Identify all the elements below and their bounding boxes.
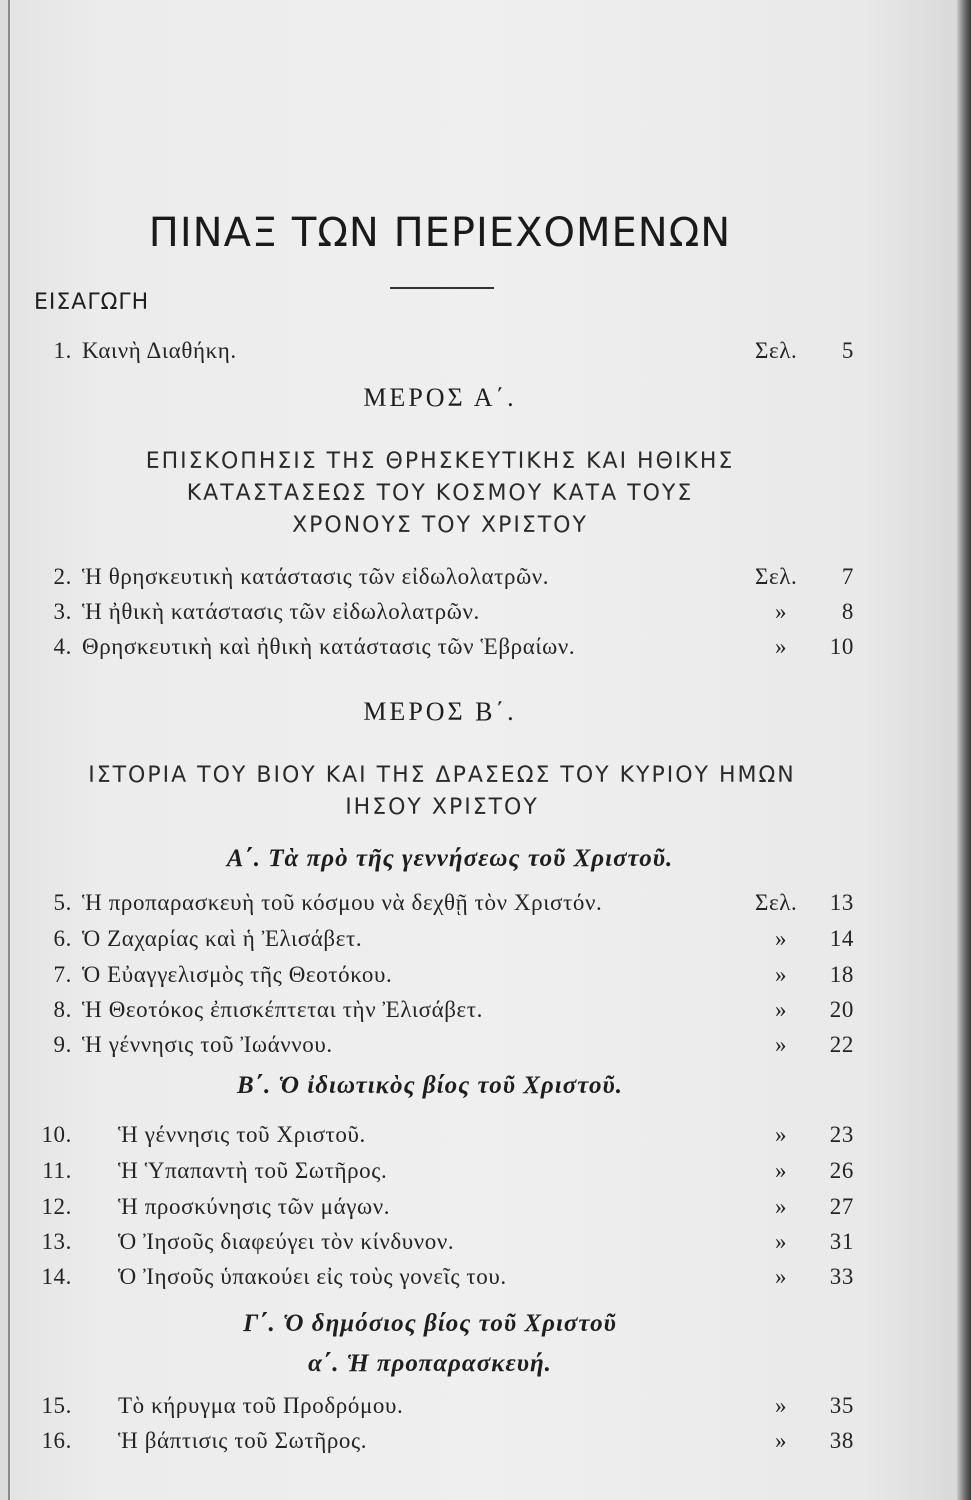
part-a-heading-line-1: ΕΠΙΣΚΟΠΗΣΙΣ ΤΗΣ ΘΡΗΣΚΕΥΤΙΚΗΣ ΚΑΙ ΗΘΙΚΗΣ <box>145 449 735 474</box>
entry-page: 22 <box>829 1032 854 1057</box>
entry-title: Θρησκευτικὴ καὶ ἠθικὴ κατάστασις τῶν Ἑβραίων. <box>82 634 576 659</box>
entry-ref: » <box>775 1264 788 1289</box>
section-a-title: Α΄. Τὰ πρὸ τῆς γεννήσεως τοῦ Χριστοῦ. <box>226 845 674 872</box>
part-b-heading-line-1: ΙΣΤΟΡΙΑ ΤΟΥ ΒΙΟΥ ΚΑΙ ΤΗΣ ΔΡΑΣΕΩΣ ΤΟΥ ΚΥΡΙΟΥ ΗΜΩΝ <box>88 763 796 788</box>
entry-ref: » <box>775 1032 788 1057</box>
entry-title: Ἡ Ὑπαπαντὴ τοῦ Σωτῆρος. <box>118 1158 388 1183</box>
entry-title: Ἡ γέννησις τοῦ Χριστοῦ. <box>118 1122 366 1147</box>
entry-page: 31 <box>829 1229 854 1254</box>
entry-ref: » <box>775 634 788 659</box>
entry-page: 38 <box>829 1428 854 1453</box>
toc-entry-7 <box>10 962 870 996</box>
entry-title: Ἡ Θεοτόκος ἐπισκέπτεται τὴν Ἐλισάβετ. <box>82 997 484 1022</box>
entry-number: 13. <box>41 1229 72 1254</box>
entry-page: 20 <box>829 997 854 1022</box>
entry-ref: Σελ. <box>755 564 798 589</box>
section-c-subtitle: α΄. Ἡ προπαρασκευή. <box>308 1350 552 1377</box>
entry-page: 33 <box>829 1264 854 1289</box>
toc-entry-15 <box>10 1393 870 1427</box>
entry-number: 4. <box>53 634 72 659</box>
entry-ref: » <box>775 1122 788 1147</box>
entry-page: 35 <box>829 1393 854 1418</box>
entry-number: 5. <box>53 890 72 915</box>
entry-title: Ἡ γέννησις τοῦ Ἰωάννου. <box>82 1032 333 1057</box>
entry-number: 2. <box>53 564 72 589</box>
entry-ref: Σελ. <box>755 890 798 915</box>
part-a-heading-line-2: ΚΑΤΑΣΤΑΣΕΩΣ ΤΟΥ ΚΟΣΜΟΥ ΚΑΤΑ ΤΟΥΣ <box>186 481 694 506</box>
toc-entry-10 <box>10 1122 870 1156</box>
entry-page: 23 <box>829 1122 854 1147</box>
entry-title: Ἡ βάπτισις τοῦ Σωτῆρος. <box>118 1428 368 1453</box>
section-c-title: Γ΄. Ὁ δημόσιος βίος τοῦ Χριστοῦ <box>243 1310 617 1337</box>
toc-entry-16 <box>10 1428 870 1462</box>
entry-page: 7 <box>841 564 854 589</box>
entry-ref: » <box>775 1428 788 1453</box>
part-a-label: ΜΕΡΟΣ Α΄. <box>363 383 517 412</box>
entry-page: 13 <box>829 890 854 915</box>
page-title: ΠΙΝΑΞ ΤΩΝ ΠΕΡΙΕΧΟΜΕΝΩΝ <box>148 210 732 256</box>
entry-ref: » <box>775 926 788 951</box>
entry-page: 5 <box>841 338 854 363</box>
entry-number: 12. <box>41 1194 72 1219</box>
book-page <box>8 0 960 1500</box>
entry-title: Ὁ Εὐαγγελισμὸς τῆς Θεοτόκου. <box>82 962 393 987</box>
part-b-label: ΜΕΡΟΣ Β΄. <box>363 697 517 726</box>
entry-title: Ἡ θρησκευτικὴ κατάστασις τῶν εἰδωλολατρῶν. <box>82 564 550 589</box>
entry-ref: » <box>775 1158 788 1183</box>
entry-title: Τὸ κήρυγμα τοῦ Προδρόμου. <box>118 1393 404 1418</box>
book-edge-shadow <box>957 0 971 1500</box>
section-b-title: Β΄. Ὁ ἰδιωτικὸς βίος τοῦ Χριστοῦ. <box>237 1072 623 1099</box>
entry-number: 6. <box>53 926 72 951</box>
entry-ref: » <box>775 997 788 1022</box>
entry-number: 9. <box>53 1032 72 1057</box>
toc-entry-6 <box>10 926 870 960</box>
entry-title: Ἡ προπαρασκευὴ τοῦ κόσμου νὰ δεχθῇ τὸν Χριστόν. <box>82 890 603 915</box>
entry-title: Ὁ Ζαχαρίας καὶ ἡ Ἐλισάβετ. <box>82 926 363 951</box>
part-a-heading <box>10 446 870 542</box>
entry-ref: » <box>775 599 788 624</box>
intro-label: ΕΙΣΑΓΩΓΗ <box>34 290 150 315</box>
entry-title: Ὁ Ἰησοῦς ὑπακούει εἰς τοὺς γονεῖς του. <box>118 1264 507 1289</box>
entry-number: 7. <box>53 962 72 987</box>
entry-number: 11. <box>42 1158 72 1183</box>
entry-title: Ὁ Ἰησοῦς διαφεύγει τὸν κίνδυνον. <box>118 1229 455 1254</box>
entry-title: Ἡ προσκύνησις τῶν μάγων. <box>118 1194 391 1219</box>
toc-entry-13 <box>10 1229 870 1263</box>
entry-ref: » <box>775 1393 788 1418</box>
toc-entry-12 <box>10 1194 870 1228</box>
toc-entry-5 <box>10 890 870 924</box>
toc-entry-9 <box>10 1032 870 1066</box>
title-divider <box>390 287 494 289</box>
entry-title: Καινὴ Διαθήκη. <box>82 338 237 363</box>
entry-page: 26 <box>829 1158 854 1183</box>
entry-number: 10. <box>41 1122 72 1147</box>
entry-ref: » <box>775 962 788 987</box>
toc-entry-11 <box>10 1158 870 1192</box>
part-a-heading-line-3: ΧΡΟΝΟΥΣ ΤΟΥ ΧΡΙΣΤΟΥ <box>292 513 588 538</box>
toc-entry-8 <box>10 997 870 1031</box>
entry-ref: » <box>775 1229 788 1254</box>
entry-page: 27 <box>829 1194 854 1219</box>
entry-page: 8 <box>841 599 854 624</box>
entry-number: 1. <box>53 338 72 363</box>
entry-number: 8. <box>53 997 72 1022</box>
entry-ref: » <box>775 1194 788 1219</box>
toc-entry-2 <box>10 564 870 598</box>
toc-entry-3 <box>10 599 870 633</box>
toc-entry-4 <box>10 634 870 668</box>
part-b-heading <box>2 760 882 824</box>
toc-entry-14 <box>10 1264 870 1298</box>
entry-number: 15. <box>41 1393 72 1418</box>
entry-title: Ἡ ἠθικὴ κατάστασις τῶν εἰδωλολατρῶν. <box>82 599 480 624</box>
entry-number: 16. <box>41 1428 72 1453</box>
entry-ref: Σελ. <box>755 338 798 363</box>
entry-number: 14. <box>41 1264 72 1289</box>
entry-page: 10 <box>829 634 854 659</box>
entry-page: 14 <box>829 926 854 951</box>
entry-page: 18 <box>829 962 854 987</box>
toc-entry-1 <box>10 338 870 372</box>
entry-number: 3. <box>53 599 72 624</box>
part-b-heading-line-2: ΙΗΣΟΥ ΧΡΙΣΤΟΥ <box>345 795 539 820</box>
